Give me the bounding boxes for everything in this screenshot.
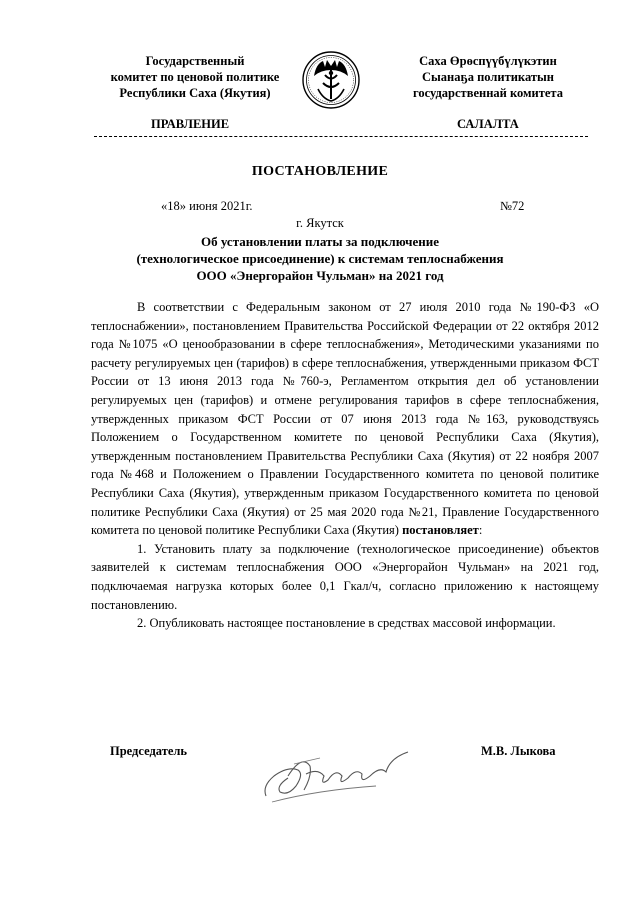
document-title [0, 233, 640, 284]
title-line-1: Об установлении платы за подключение [200, 234, 440, 249]
board-label-sakha: САЛАЛТА [457, 117, 519, 131]
header-left-org [90, 53, 300, 101]
header-left-line-2: комитет по ценовой политике [110, 70, 280, 84]
handwritten-signature [258, 746, 418, 806]
document-type: ПОСТАНОВЛЕНИЕ [251, 164, 389, 179]
preamble-paragraph [91, 298, 599, 540]
header-right-line-2: Сыанаҕа политикатын [422, 70, 554, 84]
signatory-position: Председатель [110, 744, 188, 758]
header-left-line-1: Государственный [145, 54, 245, 68]
decision-word: постановляет [402, 523, 479, 538]
document-city: г. Якутск [296, 216, 344, 230]
board-label-ru: ПРАВЛЕНИЕ [151, 117, 230, 131]
coat-of-arms-emblem [301, 49, 361, 111]
title-line-2: (технологическое присоединение) к системам теплоснабжения [136, 251, 504, 266]
decision-colon: : [478, 523, 483, 538]
header-right-line-1: Саха Өрөспүүбүлүкэтин [419, 54, 557, 68]
header-right-line-3: государственнай комитета [413, 86, 563, 100]
header-right-org [383, 53, 593, 101]
document-date: «18» июня 2021г. [161, 199, 253, 213]
document-number: №72 [500, 199, 525, 213]
header-divider [94, 136, 588, 137]
title-line-3: ООО «Энергорайон Чульман» на 2021 год [196, 268, 444, 283]
header-left-line-3: Республики Саха (Якутия) [119, 86, 271, 100]
item-1-paragraph: 1. Установить плату за подключение (технологическое присоединение) объектов заявителей к системам теплоснабжения ООО «Энергорайон Чульман» на 2021 год, подключаемая нагрузка которых более 0,1 Гкал/ч, согласно приложению к настоящему постановлению. [91, 541, 599, 612]
signatory-name: М.В. Лыкова [481, 744, 556, 758]
document-body [91, 298, 599, 633]
preamble-text: В соответствии с Федеральным законом от 27 июля 2010 года №190-ФЗ «О теплоснабжении», постановлением Правительства Российской Федерации от 22 октября 2012 года №1075 «О ценообразовании в сфере теплоснабжения», Методическими указаниями по расчету регулируемых цен (тарифов) в сфере теплоснабжения, утвержденными приказом ФСТ России от 13 июня 2013 года №760-э, Регламентом открытия дел об установлении регулируемых цен (тарифов) и отмене регулирования тарифов в сфере теплоснабжения, утвержденных приказом ФСТ России от 07 июня 2013 года №163, руководствуясь Положением о Государственном комитете по ценовой Республики Саха (Якутия), утвержденным постановлением Правительства Республики Саха (Якутия) от 22 ноября 2007 года №468 и Положением о Правлении Государственного комитета по ценовой политике Республики Саха (Якутия), утвержденным приказом Государственного комитета по ценовой политике Республики Саха (Якутия) от 25 мая 2020 года №21, Правление Государственного комитета по ценовой политике Республики Саха (Якутия) [91, 300, 599, 538]
item-2-paragraph: 2. Опубликовать настоящее постановление в средствах массовой информации. [137, 616, 556, 631]
